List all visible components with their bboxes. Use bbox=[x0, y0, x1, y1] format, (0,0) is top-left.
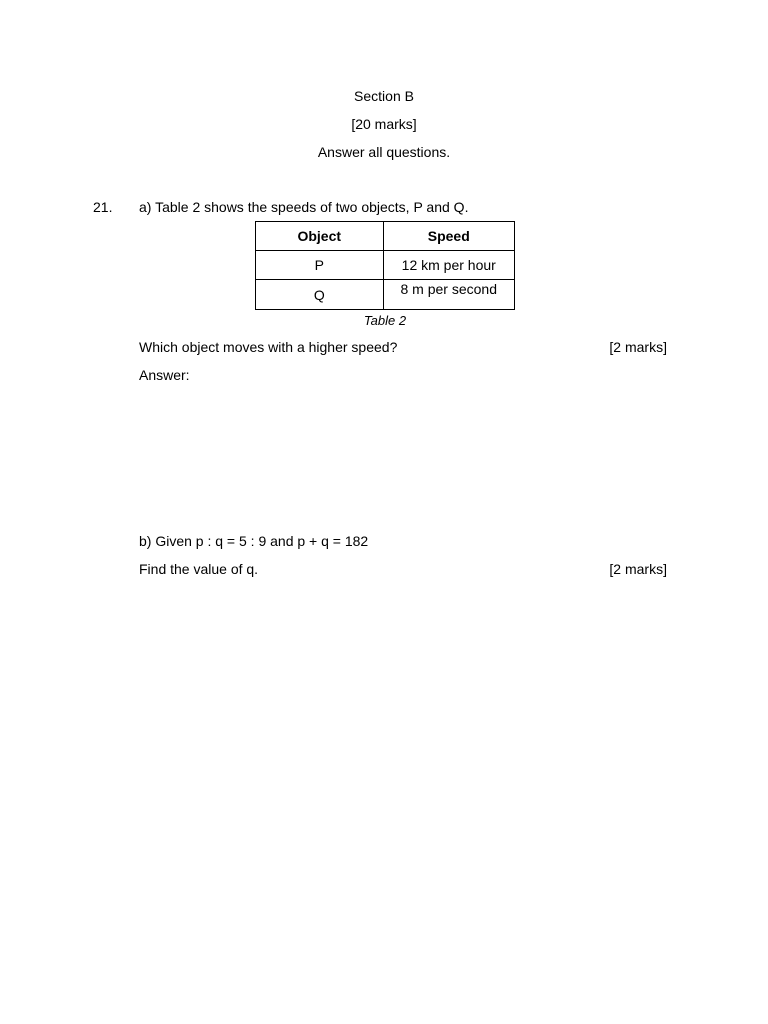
table-header-row bbox=[256, 222, 515, 251]
table-cell-object: Q bbox=[256, 280, 384, 310]
table-cell-speed: 12 km per hour bbox=[383, 251, 514, 280]
answer-label: Answer: bbox=[139, 367, 190, 383]
part-a-prompt: Which object moves with a higher speed? bbox=[139, 339, 398, 355]
question-number: 21. bbox=[93, 199, 113, 215]
part-b-marks: [2 marks] bbox=[609, 561, 667, 577]
table-header-speed: Speed bbox=[383, 222, 514, 251]
section-title: Section B bbox=[354, 88, 414, 104]
table-row bbox=[256, 280, 515, 310]
table-caption: Table 2 bbox=[363, 313, 407, 328]
part-a-marks: [2 marks] bbox=[609, 339, 667, 355]
table-cell-object: P bbox=[256, 251, 384, 280]
part-b-given: b) Given p : q = 5 : 9 and p + q = 182 bbox=[139, 533, 369, 549]
part-b-prompt: Find the value of q. bbox=[139, 561, 259, 577]
speed-table bbox=[255, 221, 515, 310]
section-marks: [20 marks] bbox=[351, 116, 417, 132]
table-header-object: Object bbox=[256, 222, 384, 251]
part-a-intro: a) Table 2 shows the speeds of two objects, P and Q. bbox=[139, 199, 469, 215]
table-cell-speed: 8 m per second bbox=[383, 280, 514, 310]
section-instruction: Answer all questions. bbox=[317, 144, 451, 160]
table-row bbox=[256, 251, 515, 280]
